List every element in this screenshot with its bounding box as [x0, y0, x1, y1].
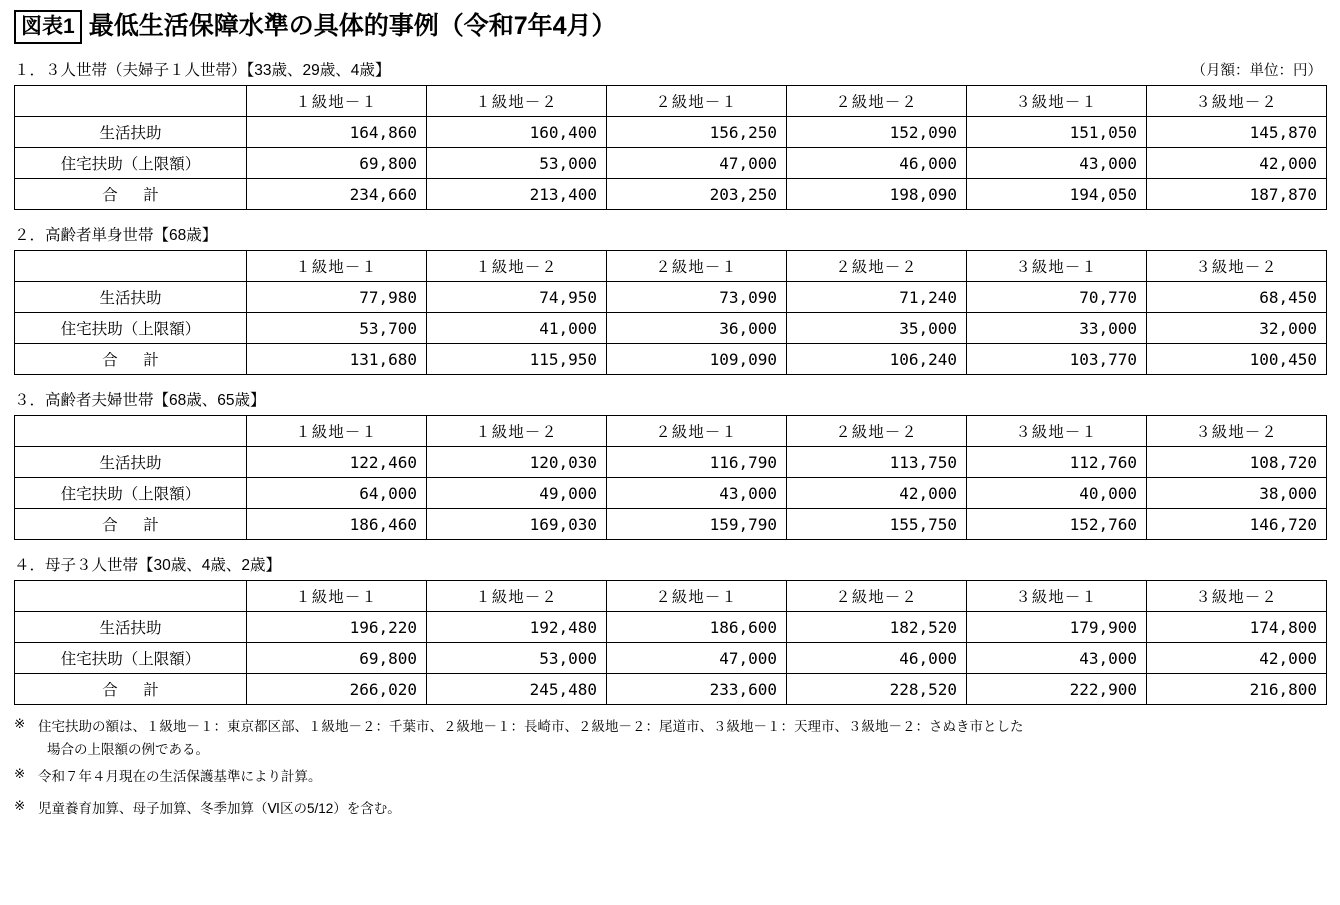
table-cell: 245,480: [427, 674, 607, 705]
table-cell: 69,800: [247, 148, 427, 179]
table-cell: 42,000: [1147, 643, 1327, 674]
table-cell: 43,000: [967, 643, 1147, 674]
table-cell: 122,460: [247, 447, 427, 478]
column-header: ２級地－２: [787, 416, 967, 447]
column-header: １級地－１: [247, 581, 427, 612]
row-label: 生活扶助: [15, 447, 247, 478]
table-cell: 46,000: [787, 148, 967, 179]
table-cell: 47,000: [607, 643, 787, 674]
table-cell: 43,000: [967, 148, 1147, 179]
column-header: ２級地－１: [607, 581, 787, 612]
section-title-2: ２．高齢者単身世帯【68歳】: [14, 227, 218, 244]
table-cell: 103,770: [967, 344, 1147, 375]
footnote-1-continuation: 場合の上限額の例である。: [47, 741, 209, 757]
table-cell: 159,790: [607, 509, 787, 540]
table-cell: 233,600: [607, 674, 787, 705]
table-cell: 73,090: [607, 282, 787, 313]
table-cell: 145,870: [1147, 117, 1327, 148]
table-cell: 100,450: [1147, 344, 1327, 375]
table-header-row: [15, 86, 1327, 117]
footnote-2-text: 令和７年４月現在の生活保護基準により計算。: [38, 769, 322, 785]
table-cell: 47,000: [607, 148, 787, 179]
column-header: １級地－２: [427, 86, 607, 117]
section-header-2: [0, 223, 1340, 245]
table-cell: 32,000: [1147, 313, 1327, 344]
table-row: [15, 674, 1327, 705]
row-label: 合 計: [15, 179, 247, 210]
table-section-4: [14, 580, 1327, 705]
column-header: １級地－１: [247, 416, 427, 447]
table-cell: 120,030: [427, 447, 607, 478]
table-cell: 234,660: [247, 179, 427, 210]
table-cell: 109,090: [607, 344, 787, 375]
table-cell: 213,400: [427, 179, 607, 210]
table-cell: 146,720: [1147, 509, 1327, 540]
table-cell: 156,250: [607, 117, 787, 148]
footnote-2: [14, 767, 1340, 788]
table-row: [15, 612, 1327, 643]
row-label: 生活扶助: [15, 117, 247, 148]
table-section-3: [14, 415, 1327, 540]
table-cell: 41,000: [427, 313, 607, 344]
figure-badge: 図表1: [14, 10, 82, 44]
row-label: 合 計: [15, 509, 247, 540]
table-cell: 53,000: [427, 643, 607, 674]
row-label: 住宅扶助（上限額）: [15, 148, 247, 179]
row-label: 住宅扶助（上限額）: [15, 478, 247, 509]
table-cell: 116,790: [607, 447, 787, 478]
table-row: [15, 117, 1327, 148]
table-header-row: [15, 251, 1327, 282]
table-cell: 70,770: [967, 282, 1147, 313]
table-cell: 40,000: [967, 478, 1147, 509]
section-title-1: １．３人世帯（夫婦子１人世帯）【33歳、29歳、4歳】: [14, 62, 391, 79]
table-cell: 160,400: [427, 117, 607, 148]
table-cell: 49,000: [427, 478, 607, 509]
column-header: [15, 251, 247, 282]
table-cell: 151,050: [967, 117, 1147, 148]
page-title: [0, 0, 1340, 44]
table-header-row: [15, 581, 1327, 612]
table-cell: 194,050: [967, 179, 1147, 210]
table-cell: 71,240: [787, 282, 967, 313]
table-cell: 77,980: [247, 282, 427, 313]
page-title-text: 最低生活保障水準の具体的事例（令和7年4月）: [88, 12, 617, 41]
table-cell: 43,000: [607, 478, 787, 509]
table-cell: 196,220: [247, 612, 427, 643]
table-cell: 186,460: [247, 509, 427, 540]
table-cell: 216,800: [1147, 674, 1327, 705]
column-header: １級地－２: [427, 251, 607, 282]
row-label: 合 計: [15, 674, 247, 705]
table-cell: 186,600: [607, 612, 787, 643]
column-header: ３級地－１: [967, 86, 1147, 117]
table-cell: 42,000: [787, 478, 967, 509]
table-cell: 35,000: [787, 313, 967, 344]
table-cell: 228,520: [787, 674, 967, 705]
column-header: ２級地－１: [607, 416, 787, 447]
table-row: [15, 344, 1327, 375]
column-header: [15, 416, 247, 447]
table-header-row: [15, 416, 1327, 447]
table-cell: 266,020: [247, 674, 427, 705]
footnote-1: [14, 717, 1340, 738]
footnote-3-text: 児童養育加算、母子加算、冬季加算（Ⅵ区の5/12）を含む。: [38, 801, 401, 817]
column-header: ３級地－２: [1147, 251, 1327, 282]
column-header: １級地－２: [427, 581, 607, 612]
column-header: ２級地－１: [607, 86, 787, 117]
table-cell: 113,750: [787, 447, 967, 478]
table-cell: 112,760: [967, 447, 1147, 478]
table-cell: 36,000: [607, 313, 787, 344]
column-header: ３級地－２: [1147, 416, 1327, 447]
table-row: [15, 313, 1327, 344]
table-row: [15, 148, 1327, 179]
footnote-1-text: 住宅扶助の額は、１級地－１：東京都区部、１級地－２：千葉市、２級地－１：長崎市、２級地－２：尾道市、３級地－１：天理市、３級地－２：さぬき市とした: [38, 719, 1024, 734]
table-cell: 106,240: [787, 344, 967, 375]
table-cell: 64,000: [247, 478, 427, 509]
column-header: ３級地－２: [1147, 86, 1327, 117]
row-label: 生活扶助: [15, 612, 247, 643]
table-row: [15, 643, 1327, 674]
section-header-1: [0, 58, 1340, 80]
table-cell: 152,090: [787, 117, 967, 148]
column-header: ３級地－１: [967, 581, 1147, 612]
table-cell: 222,900: [967, 674, 1147, 705]
table-cell: 179,900: [967, 612, 1147, 643]
column-header: [15, 581, 247, 612]
table-cell: 155,750: [787, 509, 967, 540]
section-title-3: ３．高齢者夫婦世帯【68歳、65歳】: [14, 392, 266, 409]
column-header: １級地－２: [427, 416, 607, 447]
table-row: [15, 478, 1327, 509]
row-label: 住宅扶助（上限額）: [15, 313, 247, 344]
table-cell: 38,000: [1147, 478, 1327, 509]
table-row: [15, 282, 1327, 313]
footnote-mark: ※: [14, 716, 26, 731]
column-header: ３級地－１: [967, 251, 1147, 282]
table-cell: 198,090: [787, 179, 967, 210]
footnote-mark: ※: [14, 798, 26, 814]
unit-note: （月額：単位：円）: [1191, 63, 1322, 79]
section-title-4: ４．母子３人世帯【30歳、4歳、2歳】: [14, 557, 281, 574]
table-cell: 68,450: [1147, 282, 1327, 313]
row-label: 生活扶助: [15, 282, 247, 313]
table-cell: 53,000: [427, 148, 607, 179]
column-header: ２級地－２: [787, 251, 967, 282]
table-cell: 42,000: [1147, 148, 1327, 179]
row-label: 合 計: [15, 344, 247, 375]
table-cell: 108,720: [1147, 447, 1327, 478]
footnotes: [14, 717, 1340, 820]
footnote-3: [14, 799, 1340, 820]
table-cell: 203,250: [607, 179, 787, 210]
table-cell: 152,760: [967, 509, 1147, 540]
table-row: [15, 447, 1327, 478]
table-cell: 33,000: [967, 313, 1147, 344]
table-row: [15, 509, 1327, 540]
column-header: １級地－１: [247, 251, 427, 282]
table-section-1: [14, 85, 1327, 210]
section-header-4: [0, 553, 1340, 575]
table-cell: 187,870: [1147, 179, 1327, 210]
table-cell: 46,000: [787, 643, 967, 674]
table-cell: 174,800: [1147, 612, 1327, 643]
table-row: [15, 179, 1327, 210]
section-header-3: [0, 388, 1340, 410]
column-header: ２級地－２: [787, 581, 967, 612]
column-header: ３級地－１: [967, 416, 1147, 447]
table-cell: 131,680: [247, 344, 427, 375]
table-cell: 182,520: [787, 612, 967, 643]
column-header: １級地－１: [247, 86, 427, 117]
column-header: [15, 86, 247, 117]
table-cell: 115,950: [427, 344, 607, 375]
footnote-mark: ※: [14, 766, 26, 782]
column-header: ２級地－２: [787, 86, 967, 117]
table-cell: 69,800: [247, 643, 427, 674]
table-cell: 192,480: [427, 612, 607, 643]
column-header: ３級地－２: [1147, 581, 1327, 612]
table-cell: 53,700: [247, 313, 427, 344]
table-cell: 169,030: [427, 509, 607, 540]
column-header: ２級地－１: [607, 251, 787, 282]
table-cell: 164,860: [247, 117, 427, 148]
row-label: 住宅扶助（上限額）: [15, 643, 247, 674]
table-cell: 74,950: [427, 282, 607, 313]
table-section-2: [14, 250, 1327, 375]
